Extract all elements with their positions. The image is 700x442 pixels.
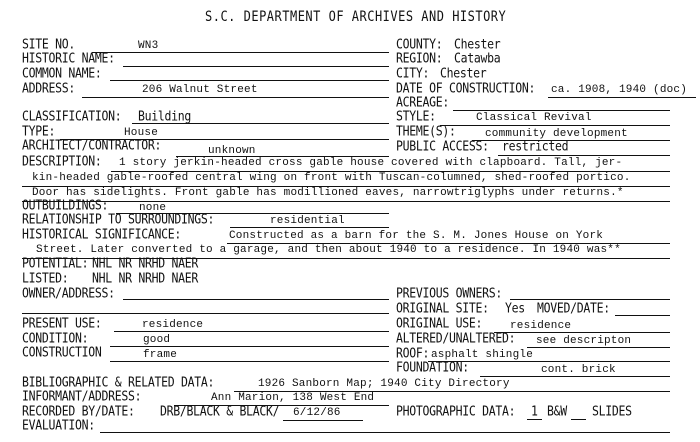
- original-site-value: Yes: [505, 299, 525, 316]
- condition-value: good: [143, 334, 171, 346]
- relationship-label: RELATIONSHIP TO SURROUNDINGS:: [22, 210, 215, 227]
- historical-line-2: Street. Later converted to a garage, and then about 1940 to a residence. In 1940 was**: [36, 244, 621, 256]
- altered-line: [527, 347, 670, 348]
- recorded-by-value: DRB/BLACK & BLACK/: [160, 402, 280, 419]
- date-of-construction-line: [548, 97, 696, 98]
- foundation-value: cont. brick: [541, 364, 616, 376]
- construction-value: frame: [143, 349, 178, 361]
- photo-count-value: 1: [531, 402, 538, 419]
- themes-label: THEME(S):: [396, 122, 456, 139]
- outbuildings-value: none: [139, 202, 167, 214]
- foundation-line: [480, 376, 670, 377]
- foundation-label: FOUNDATION:: [396, 358, 469, 375]
- potential-label: POTENTIAL:: [22, 254, 89, 271]
- classification-line: [132, 123, 389, 124]
- relationship-value: residential: [270, 215, 345, 227]
- relationship-line: [230, 227, 389, 228]
- common-name-label: COMMON NAME:: [22, 64, 102, 81]
- bibliographic-label: BIBLIOGRAPHIC & RELATED DATA:: [22, 373, 215, 390]
- evaluation-line: [100, 432, 670, 433]
- site-no-line: [92, 52, 389, 53]
- original-site-label: ORIGINAL SITE:: [396, 299, 489, 316]
- region-label: REGION:: [396, 49, 443, 66]
- classification-value: Building: [138, 107, 191, 124]
- owner-address-label: OWNER/ADDRESS:: [22, 284, 115, 301]
- address-value: 206 Walnut Street: [142, 84, 258, 96]
- description-line-1: 1 story jerkin-headed cross gable house covered with clapboard. Tall, jer-: [119, 157, 623, 169]
- original-use-value: residence: [510, 320, 572, 332]
- page-title: S.C. DEPARTMENT OF ARCHIVES AND HISTORY: [205, 7, 507, 25]
- photographic-data-label: PHOTOGRAPHIC DATA:: [396, 402, 516, 419]
- present-use-value: residence: [142, 319, 204, 331]
- public-access-value: restricted: [502, 137, 569, 154]
- architect-value: unknown: [208, 145, 256, 157]
- city-label: CITY:: [396, 64, 430, 81]
- historic-name-line: [123, 66, 389, 67]
- historical-line-1: Constructed as a barn for the S. M. Jones House on York: [229, 230, 604, 242]
- architect-label: ARCHITECT/CONTRACTOR:: [22, 136, 162, 153]
- slides-label: SLIDES: [592, 402, 632, 419]
- region-value: Catawba: [454, 49, 501, 66]
- date-of-construction-value: ca. 1908, 1940 (doc): [551, 84, 688, 96]
- b-and-w-label: B&W: [547, 402, 567, 419]
- county-label: COUNTY:: [396, 35, 443, 52]
- style-label: STYLE:: [396, 107, 436, 124]
- informant-label: INFORMANT/ADDRESS:: [22, 387, 142, 404]
- description-rule-3: [22, 201, 670, 202]
- county-value: Chester: [454, 35, 501, 52]
- construction-line: [110, 361, 389, 362]
- b-and-w-line: [571, 419, 586, 420]
- condition-label: CONDITION:: [22, 329, 89, 346]
- roof-value: asphalt shingle: [431, 349, 534, 361]
- recorded-by-label: RECORDED BY/DATE:: [22, 402, 135, 419]
- owner-address-line: [123, 299, 389, 300]
- classification-label: CLASSIFICATION:: [22, 107, 122, 124]
- address-line: [82, 97, 389, 98]
- style-value: Classical Revival: [476, 112, 592, 124]
- altered-value: see descripton: [536, 335, 632, 347]
- recorded-date-line: [283, 420, 363, 421]
- public-access-label: PUBLIC ACCESS:: [396, 137, 489, 154]
- moved-date-line: [615, 315, 670, 316]
- historic-name-label: HISTORIC NAME:: [22, 49, 115, 66]
- type-value: House: [124, 127, 159, 139]
- present-use-line: [114, 331, 389, 332]
- altered-label: ALTERED/UNALTERED:: [396, 329, 516, 346]
- listed-label: LISTED:: [22, 269, 69, 286]
- construction-label: CONSTRUCTION: [22, 343, 102, 360]
- address-label: ADDRESS:: [22, 79, 75, 96]
- site-no-value: WN3: [138, 40, 159, 52]
- informant-value: Ann Marion, 138 West End: [211, 392, 375, 404]
- previous-owners-label: PREVIOUS OWNERS:: [396, 284, 502, 301]
- date-of-construction-label: DATE OF CONSTRUCTION:: [396, 79, 536, 96]
- condition-line: [110, 346, 389, 347]
- description-label: DESCRIPTION:: [22, 152, 102, 169]
- site-no-label: SITE NO.: [22, 35, 75, 52]
- historical-significance-label: HISTORICAL SIGNIFICANCE:: [22, 225, 181, 242]
- potential-options: NHL NR NRHD NAER: [92, 254, 198, 271]
- type-label: TYPE:: [22, 122, 56, 139]
- present-use-label: PRESENT USE:: [22, 314, 102, 331]
- style-line: [440, 125, 670, 126]
- photo-count-line: [527, 419, 542, 420]
- bibliographic-value: 1926 Sanborn Map; 1940 City Directory: [258, 378, 510, 390]
- original-use-line: [494, 332, 670, 333]
- common-name-line: [110, 80, 389, 81]
- acreage-line: [453, 110, 670, 111]
- public-access-line: [498, 155, 670, 156]
- themes-value: community development: [485, 128, 628, 140]
- acreage-label: ACREAGE:: [396, 93, 449, 110]
- recorded-date-value: 6/12/86: [293, 407, 341, 419]
- original-use-label: ORIGINAL USE:: [396, 314, 483, 331]
- city-value: Chester: [440, 64, 487, 81]
- description-line-2: kin-headed gable-roofed central wing on front with Tuscan-columned, shed-roofed portico.: [32, 172, 631, 184]
- listed-options: NHL NR NRHD NAER: [92, 269, 198, 286]
- roof-label: ROOF:: [396, 344, 430, 361]
- moved-date-label: MOVED/DATE:: [537, 299, 610, 316]
- description-line-3: Door has sidelights. Front gable has modillioned eaves, narrowtriglyphs under returns.*: [32, 187, 624, 199]
- evaluation-label: EVALUATION:: [22, 416, 95, 433]
- outbuildings-label: OUTBUILDINGS:: [22, 196, 109, 213]
